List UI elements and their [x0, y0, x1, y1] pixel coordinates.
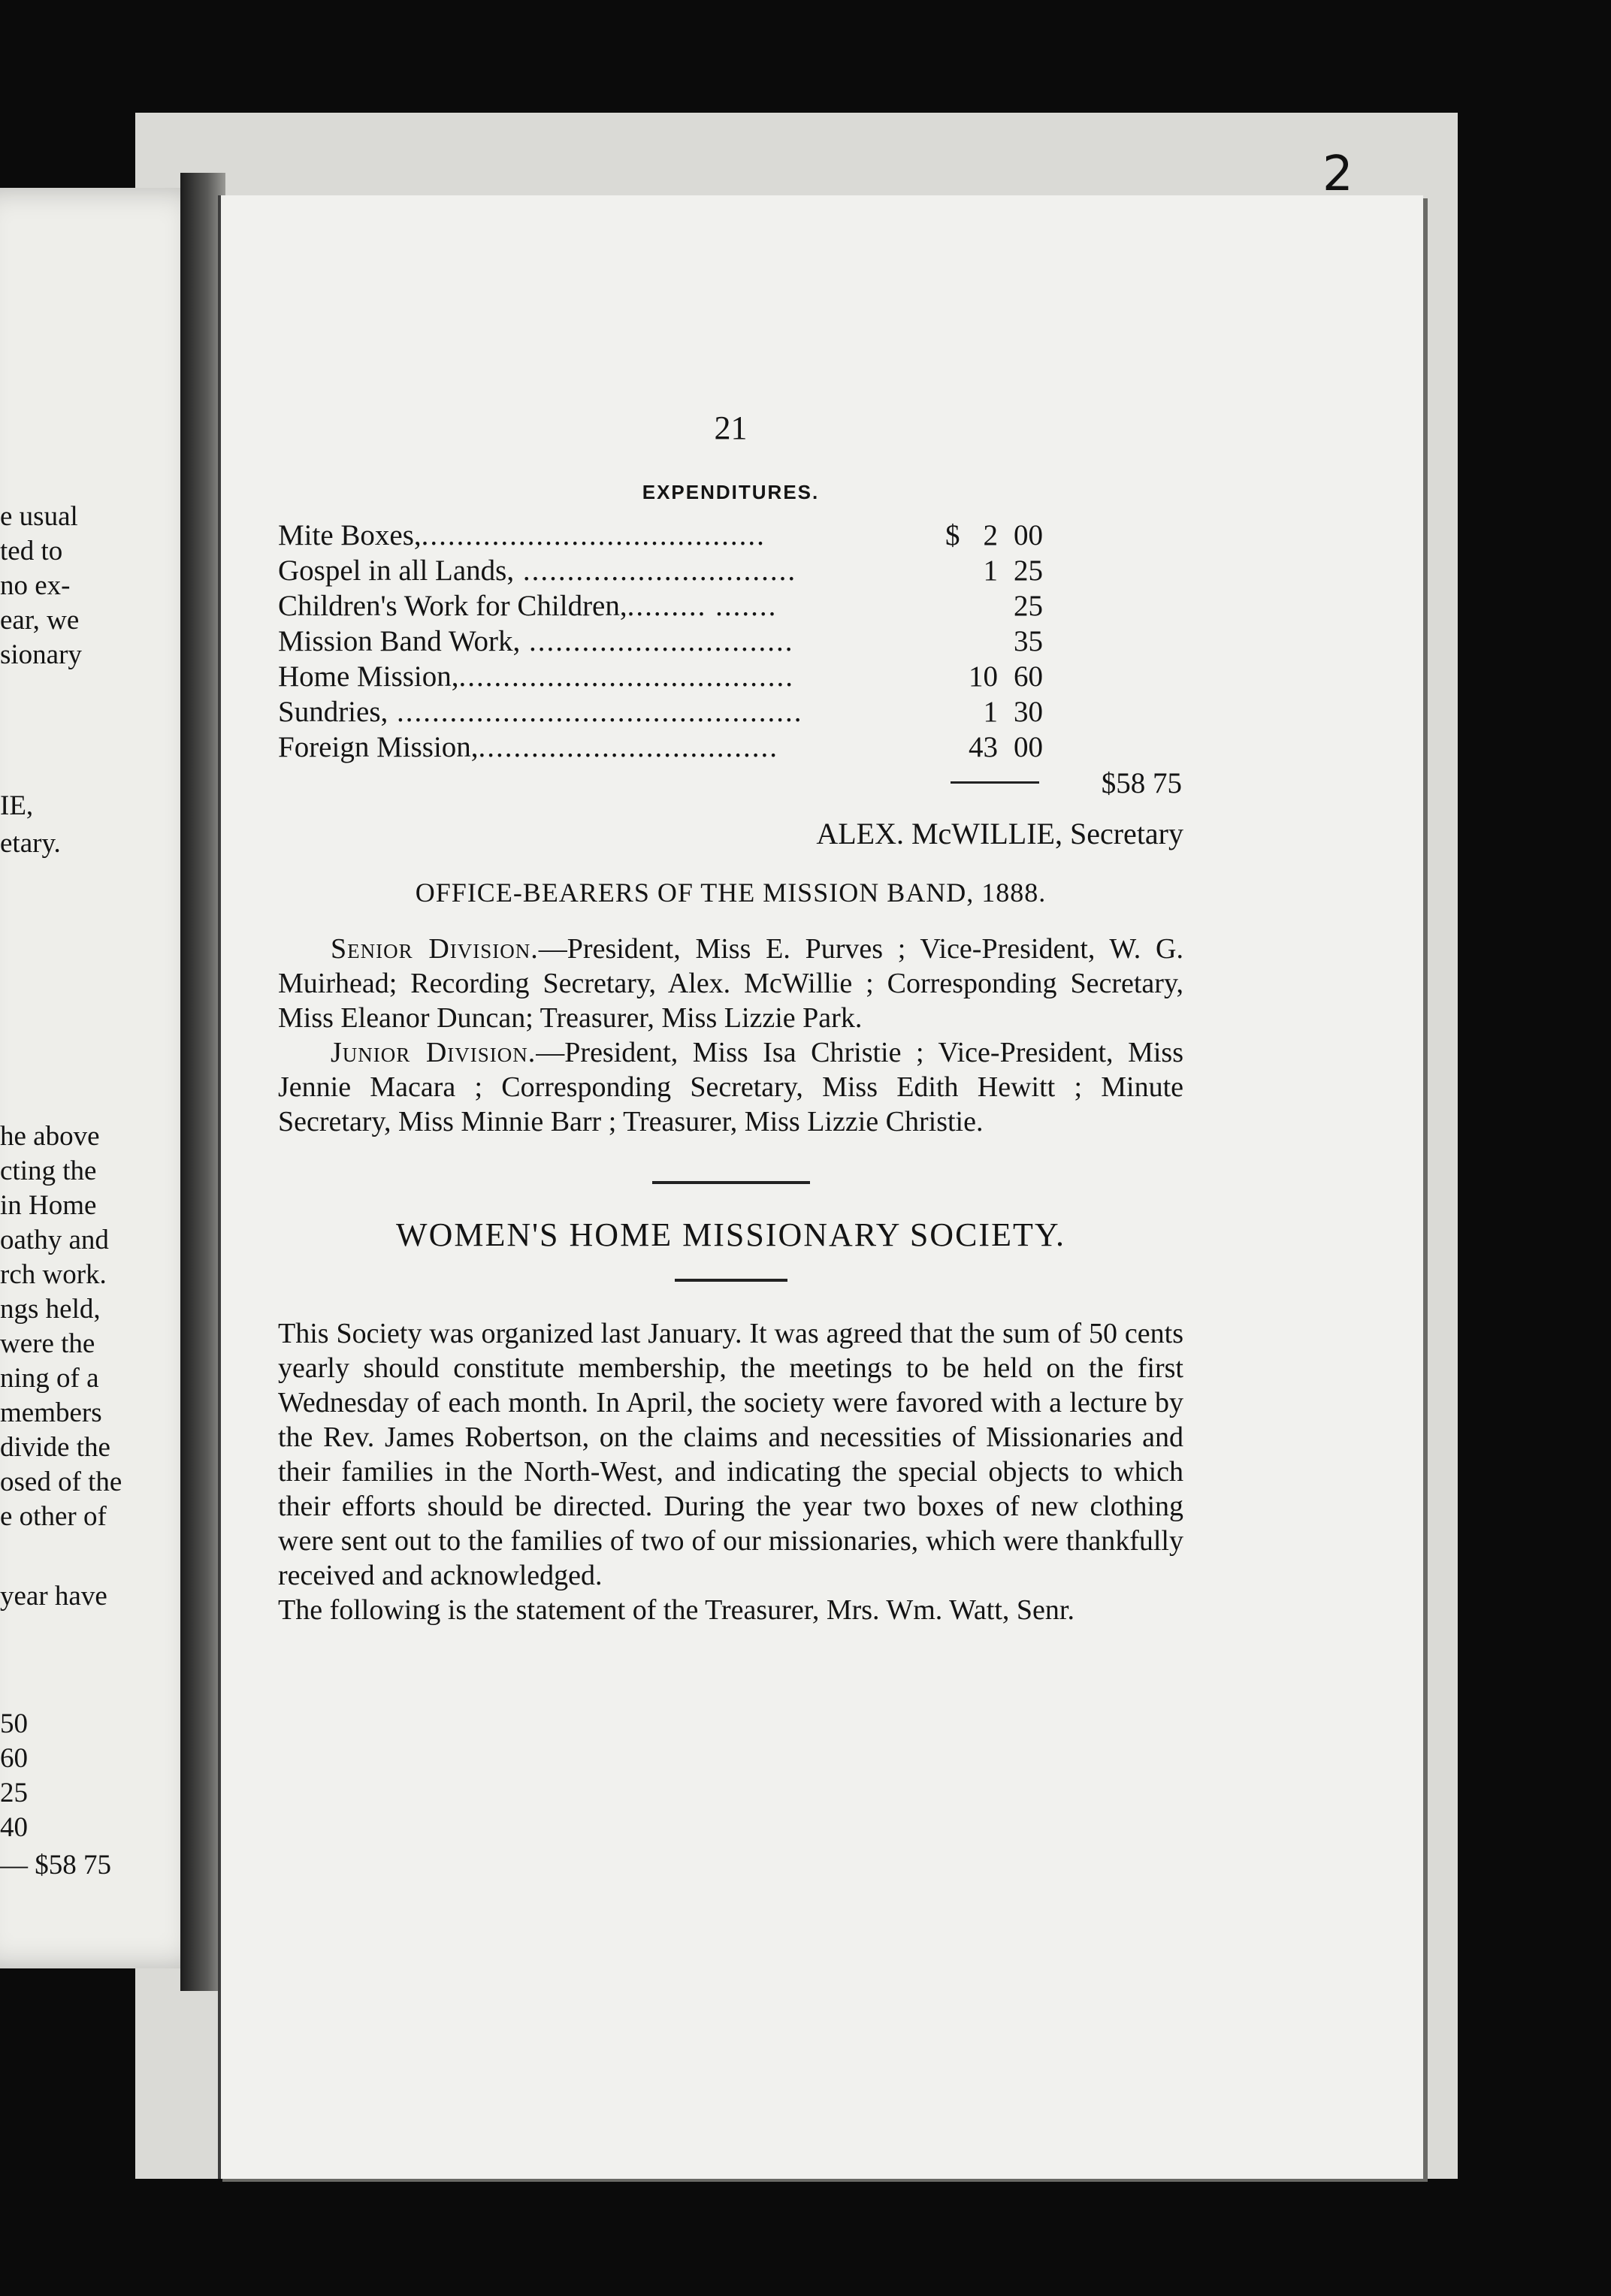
- office-bearers-title: OFFICE-BEARERS OF THE MISSION BAND, 1888.: [415, 878, 1047, 908]
- expenditure-cents: 30: [1014, 696, 1043, 728]
- expenditure-label: Children's Work for Children,: [278, 590, 627, 622]
- expenditure-row: [278, 730, 1183, 765]
- society-paragraph-text: This Society was organized last January. It was agreed that the sum of 50 cents yearly should constitute membership, the meetings to be held on the first Wednesday of each month. In April, the society were favored with a lecture by the Rev. James Robertson, on the claims and necessities of Missionaries and their families in the North-West, and indicating the special objects to which their efforts should be directed. During the year two boxes of new clothing were sent out to the families of two of our missionaries, which were thankfully received and acknowledged.: [278, 1318, 1183, 1591]
- senior-division-text: —President, Miss E. Purves ; Vice-President, W. G. Muirhead; Recording Secretary, Alex. McWillie ; Corresponding Secretary, Miss Eleanor Duncan; Treasurer, Miss Lizzie Park.: [278, 933, 1183, 1034]
- senior-division-paragraph: [278, 932, 1183, 1035]
- expenditure-row: [278, 694, 1183, 730]
- expenditure-dollars: 1: [983, 696, 998, 728]
- left-fragment: 50: [0, 1708, 28, 1739]
- left-fragment: 60: [0, 1743, 28, 1774]
- left-fragment: ted to: [0, 536, 63, 566]
- currency-sign: [945, 553, 968, 588]
- expenditure-label: Sundries,: [278, 696, 388, 728]
- expenditure-row: [278, 553, 1183, 588]
- junior-division-text: —President, Miss Isa Christie ; Vice-President, Miss Jennie Macara ; Corresponding Secretary, Miss Edith Hewitt ; Minute Secretary, Miss Minnie Barr ; Treasurer, Miss Lizzie Christie.: [278, 1037, 1183, 1137]
- left-fragment: ear, we: [0, 605, 80, 636]
- expenditure-dollars: 10: [969, 660, 998, 693]
- expenditure-label: Mite Boxes,: [278, 519, 422, 551]
- treasurer-statement-text: The following is the statement of the Treasurer, Mrs. Wm. Watt, Senr.: [278, 1594, 1075, 1626]
- expenditure-total-row: [278, 765, 1183, 802]
- senior-division-label: Senior Division.: [331, 933, 539, 965]
- expenditure-dollars: [968, 588, 998, 624]
- expenditure-label: Home Mission,: [278, 660, 459, 693]
- expenditure-label: Foreign Mission,: [278, 731, 479, 763]
- expenditure-dollars: 43: [969, 731, 998, 763]
- expenditure-row: [278, 624, 1183, 659]
- left-fragment: 25: [0, 1778, 28, 1808]
- secretary-signature: ALEX. McWILLIE, Secretary: [816, 817, 1183, 850]
- leader-dots: ..................................: [478, 731, 779, 763]
- left-fragment: 40: [0, 1812, 28, 1843]
- expenditure-cents: 00: [1014, 519, 1043, 551]
- left-fragment: etary.: [0, 828, 61, 859]
- expenditure-total: $58 75: [1101, 767, 1182, 799]
- left-fragment: osed of the: [0, 1467, 122, 1497]
- section-divider: [652, 1181, 810, 1184]
- treasurer-statement-paragraph: [278, 1593, 1183, 1627]
- left-fragment: were the: [0, 1328, 95, 1359]
- left-fragment: ning of a: [0, 1363, 99, 1394]
- expenditures-heading: EXPENDITURES.: [642, 481, 820, 503]
- expenditure-row: [278, 588, 1183, 624]
- handwritten-page-mark: 2: [1322, 147, 1353, 202]
- expenditure-dollars: [968, 624, 998, 659]
- left-fragment: members: [0, 1397, 102, 1428]
- expenditure-dollars: 1: [983, 554, 998, 587]
- currency-sign: $: [945, 519, 960, 551]
- expenditure-dollars: 2: [983, 519, 998, 551]
- left-fragment: e usual: [0, 501, 78, 532]
- left-fragment: in Home: [0, 1190, 97, 1221]
- expenditure-cents: 25: [1014, 590, 1043, 622]
- expenditure-cents: 25: [1014, 554, 1043, 587]
- junior-division-paragraph: [278, 1035, 1183, 1139]
- expenditure-row: [278, 659, 1183, 694]
- page-number: 21: [714, 409, 748, 446]
- expenditure-row: [278, 518, 1183, 553]
- currency-sign: [945, 588, 968, 624]
- currency-sign: [945, 624, 968, 659]
- page-content: [278, 406, 1183, 1627]
- leader-dots: ......... .......: [627, 590, 778, 622]
- left-fragment: rch work.: [0, 1259, 107, 1290]
- society-title: WOMEN'S HOME MISSIONARY SOCIETY.: [396, 1216, 1065, 1253]
- expenditure-cents: 00: [1014, 731, 1043, 763]
- leader-dots: ..............................................: [388, 696, 803, 728]
- left-fragment: no ex-: [0, 570, 71, 601]
- left-fragment: ngs held,: [0, 1294, 101, 1325]
- total-rule: [951, 781, 1039, 784]
- junior-division-label: Junior Division.: [331, 1037, 536, 1068]
- currency-sign: [945, 659, 968, 694]
- title-underline: [675, 1279, 787, 1282]
- currency-sign: [945, 730, 968, 765]
- left-fragment: he above: [0, 1121, 100, 1152]
- left-fragment: sionary: [0, 639, 82, 670]
- left-fragment: IE,: [0, 790, 34, 821]
- expenditure-label: Mission Band Work,: [278, 625, 521, 657]
- currency-sign: [945, 694, 968, 730]
- leader-dots: ......................................: [458, 660, 795, 693]
- leader-dots: ..............................: [520, 625, 794, 657]
- left-fragment: divide the: [0, 1432, 110, 1463]
- society-paragraph: [278, 1316, 1183, 1593]
- left-fragment: — $58 75: [0, 1850, 111, 1881]
- leader-dots: ...............................: [514, 554, 797, 587]
- left-fragment: year have: [0, 1581, 107, 1612]
- leader-dots: .......................................: [421, 519, 766, 551]
- left-fragment: e other of: [0, 1501, 107, 1532]
- left-fragment: oathy and: [0, 1225, 109, 1255]
- expenditure-cents: 35: [1014, 625, 1043, 657]
- expenditure-cents: 60: [1014, 660, 1043, 693]
- left-fragment: cting the: [0, 1156, 97, 1186]
- expenditure-label: Gospel in all Lands,: [278, 554, 515, 587]
- expenditures-table: [278, 518, 1183, 802]
